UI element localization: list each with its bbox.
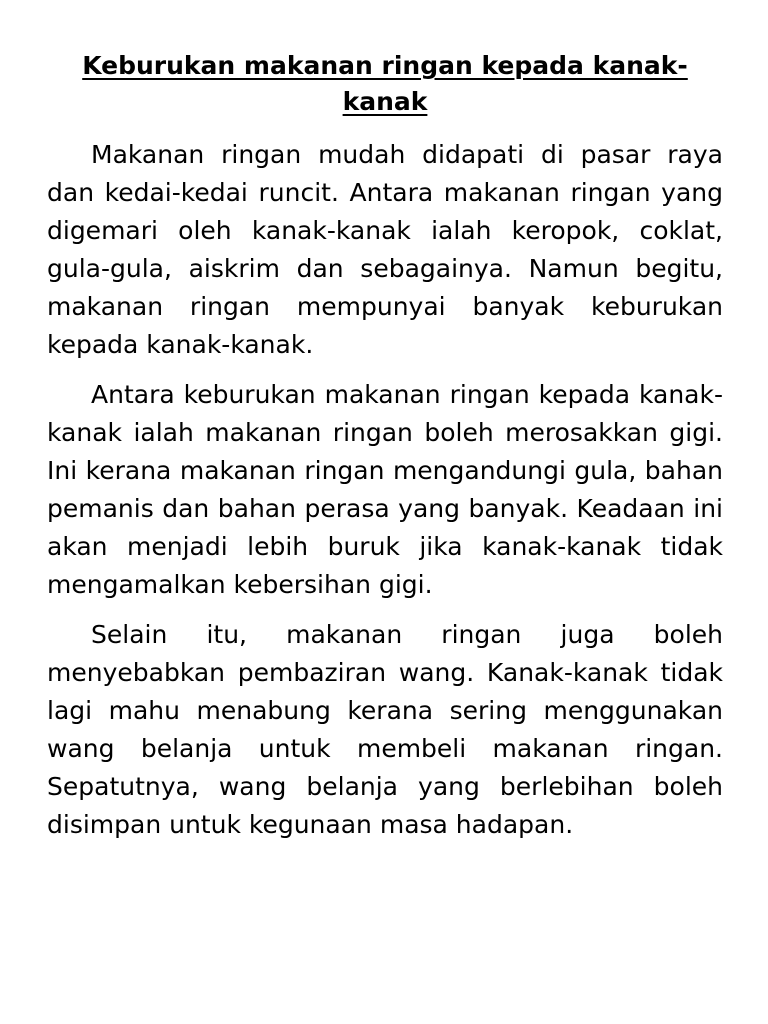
paragraph-money-waste: Selain itu, makanan ringan juga boleh menyebabkan pembaziran wang. Kanak-kanak tidak lagi mahu menabung kerana sering menggunakan wang belanja untuk membeli makanan ringan. Sepatutnya, wang belanja yang berlebihan boleh disimpan untuk kegunaan masa hadapan. [47, 620, 723, 839]
paragraph-introduction: Makanan ringan mudah didapati di pasar raya dan kedai-kedai runcit. Antara makanan ringan yang digemari oleh kanak-kanak ialah keropok, coklat, gula-gula, aiskrim dan sebagainya. Namun begitu, makanan ringan mempunyai banyak keburukan kepada kanak-kanak. [47, 140, 723, 359]
document-page [47, 48, 723, 856]
paragraph-tooth-decay: Antara keburukan makanan ringan kepada kanak-kanak ialah makanan ringan boleh merosakkan gigi. Ini kerana makanan ringan mengandungi gula, bahan pemanis dan bahan perasa yang banyak. Keadaan ini akan menjadi lebih buruk jika kanak-kanak tidak mengamalkan kebersihan gigi. [47, 380, 723, 599]
document-title: Keburukan makanan ringan kepada kanak-kanak [82, 51, 688, 116]
